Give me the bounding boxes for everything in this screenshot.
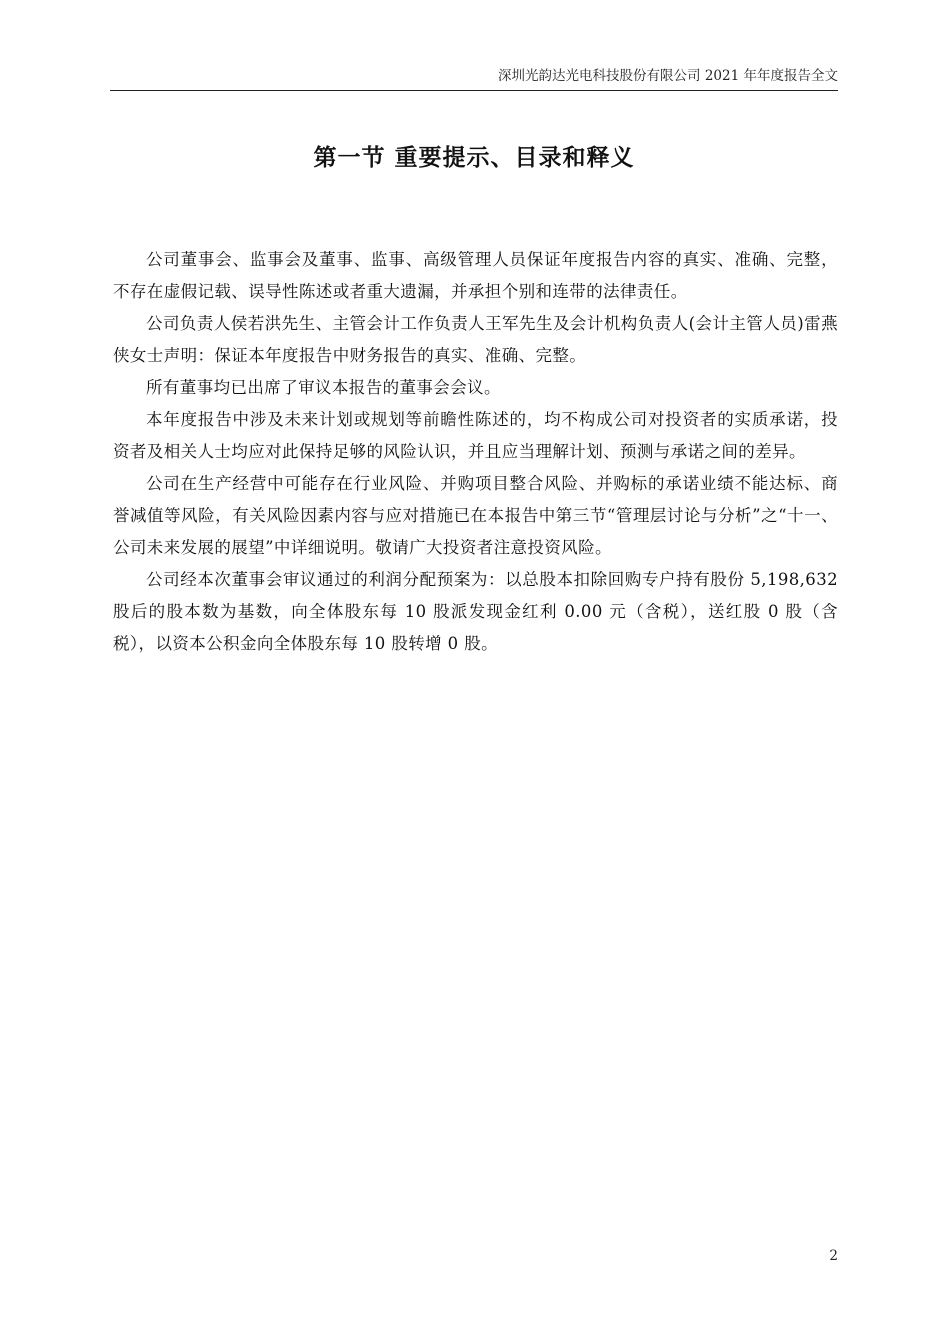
header-text: 深圳光韵达光电科技股份有限公司 2021 年年度报告全文 [498,68,838,84]
page-header [110,66,838,91]
paragraph-responsible-persons-statement: 公司负责人侯若洪先生、主管会计工作负责人王军先生及会计机构负责人(会计主管人员)雷燕侠女士声明：保证本年度报告中财务报告的真实、准确、完整。 [113,314,838,365]
paragraph-risk-factors: 公司在生产经营中可能存在行业风险、并购项目整合风险、并购标的承诺业绩不能达标、商誉减值等风险，有关风险因素内容与应对措施已在本报告中第三节“管理层讨论与分析”之“十一、公司未来发展的展望”中详细说明。敬请广大投资者注意投资风险。 [113,474,838,557]
body-text [113,244,838,660]
paragraph-directors-attendance: 所有董事均已出席了审议本报告的董事会会议。 [146,378,501,397]
paragraph-profit-distribution: 公司经本次董事会审议通过的利润分配预案为：以总股本扣除回购专户持有股份 5,198,632 股后的股本数为基数，向全体股东每 10 股派发现金红利 0.00 元（含税），送红股 0 股（含税），以资本公积金向全体股东每 10 股转增 0 股。 [113,570,838,653]
section-title: 第一节 重要提示、目录和释义 [313,144,635,171]
paragraph-board-guarantee: 公司董事会、监事会及董事、监事、高级管理人员保证年度报告内容的真实、准确、完整，不存在虚假记载、误导性陈述或者重大遗漏，并承担个别和连带的法律责任。 [113,250,838,301]
paragraph-forward-looking-statements: 本年度报告中涉及未来计划或规划等前瞻性陈述的，均不构成公司对投资者的实质承诺，投资者及相关人士均应对此保持足够的风险认识，并且应当理解计划、预测与承诺之间的差异。 [113,410,838,461]
page-number: 2 [829,1248,838,1264]
